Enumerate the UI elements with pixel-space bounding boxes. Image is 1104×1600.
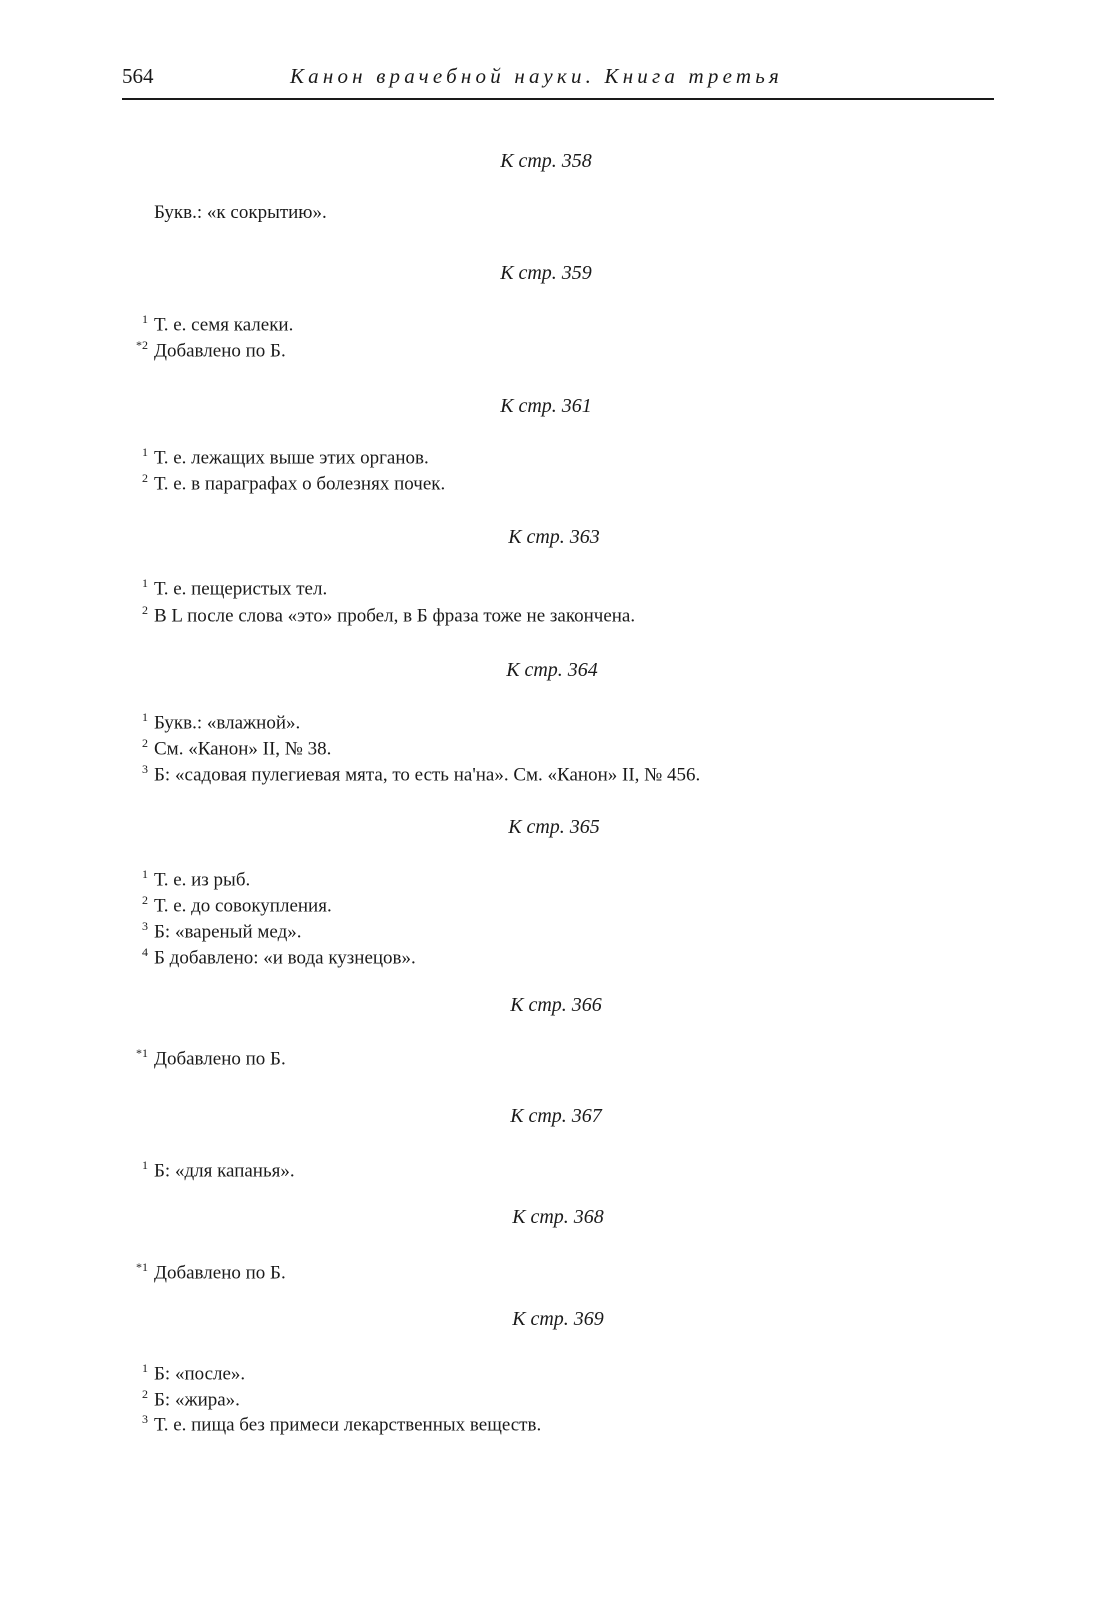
page-number: 564 — [122, 64, 154, 88]
note — [128, 603, 635, 627]
section-heading: К стр. 369 — [512, 1308, 604, 1330]
note-text: Добавлено по Б. — [154, 340, 286, 362]
note-marker: 3 — [142, 919, 148, 933]
note — [128, 867, 250, 891]
note-text: Т. е. пещеристых тел. — [154, 578, 328, 600]
note — [128, 736, 331, 760]
note-marker: 2 — [142, 736, 148, 750]
note-text: Б: «для капанья». — [154, 1160, 295, 1182]
note-text: В L после слова «это» пробел, в Б фраза тоже не закончена. — [154, 605, 636, 627]
section-heading: К стр. 368 — [512, 1206, 604, 1228]
note-marker: 1 — [142, 1361, 148, 1375]
note — [128, 445, 429, 469]
note — [128, 1260, 286, 1284]
note-marker: 2 — [142, 893, 148, 907]
note — [128, 1046, 286, 1070]
note-text: Б: «жира». — [154, 1389, 240, 1411]
note-marker: 1 — [142, 1158, 148, 1172]
note-marker: *2 — [136, 338, 148, 352]
note — [128, 710, 300, 734]
section-heading: К стр. 359 — [500, 262, 592, 284]
note-text: Б: «вареный мед». — [154, 921, 302, 943]
note-marker: 4 — [142, 945, 148, 959]
note — [128, 1361, 245, 1385]
note-marker: 1 — [142, 312, 148, 326]
note-text: Б добавлено: «и вода кузнецов». — [154, 947, 416, 969]
note-text: Букв.: «к сокрытию». — [154, 202, 327, 223]
note-text: Т. е. семя калеки. — [154, 314, 294, 336]
section-heading: К стр. 363 — [508, 526, 600, 548]
note-text: Т. е. в параграфах о болезнях почек. — [154, 473, 446, 495]
note — [128, 893, 332, 917]
note — [128, 471, 445, 495]
section-heading: К стр. 364 — [506, 659, 598, 681]
note-text: Букв.: «влажной». — [154, 712, 301, 734]
note-marker: 1 — [142, 445, 148, 459]
note-text: Т. е. пища без примеси лекарственных веществ. — [154, 1414, 542, 1436]
section-heading: К стр. 367 — [510, 1105, 602, 1127]
section-heading: К стр. 366 — [510, 994, 602, 1016]
note-marker: 2 — [142, 1387, 148, 1401]
note-marker: *1 — [136, 1260, 148, 1274]
note-text: Т. е. из рыб. — [154, 869, 251, 891]
note — [128, 202, 327, 224]
running-title: Канон врачебной науки. Книга третья — [290, 64, 783, 88]
note-marker: 2 — [142, 603, 148, 617]
note-text: См. «Канон» II, № 38. — [154, 738, 332, 760]
note — [128, 312, 293, 336]
note-text: Б: «садовая пулегиевая мята, то есть на'на». См. «Канон» II, № 456. — [154, 764, 701, 786]
page-header — [122, 62, 994, 100]
note-marker: 2 — [142, 471, 148, 485]
note-text: Добавлено по Б. — [154, 1262, 286, 1284]
note-text: Т. е. до совокупления. — [154, 895, 332, 917]
note — [128, 1412, 541, 1436]
note-text: Добавлено по Б. — [154, 1048, 286, 1070]
note — [128, 1387, 240, 1411]
note — [128, 576, 327, 600]
section-heading: К стр. 365 — [508, 816, 600, 838]
note — [128, 919, 302, 943]
note-marker: 1 — [142, 867, 148, 881]
section-heading: К стр. 358 — [500, 150, 592, 172]
note — [128, 338, 286, 362]
note — [128, 762, 700, 786]
note-text: Т. е. лежащих выше этих органов. — [154, 447, 429, 469]
note-marker: 3 — [142, 1412, 148, 1426]
note-marker: 1 — [142, 576, 148, 590]
note-marker: 3 — [142, 762, 148, 776]
note — [128, 945, 416, 969]
note-marker: *1 — [136, 1046, 148, 1060]
note-text: Б: «после». — [154, 1363, 246, 1385]
note-marker: 1 — [142, 710, 148, 724]
note — [128, 1158, 295, 1182]
section-heading: К стр. 361 — [500, 395, 592, 417]
